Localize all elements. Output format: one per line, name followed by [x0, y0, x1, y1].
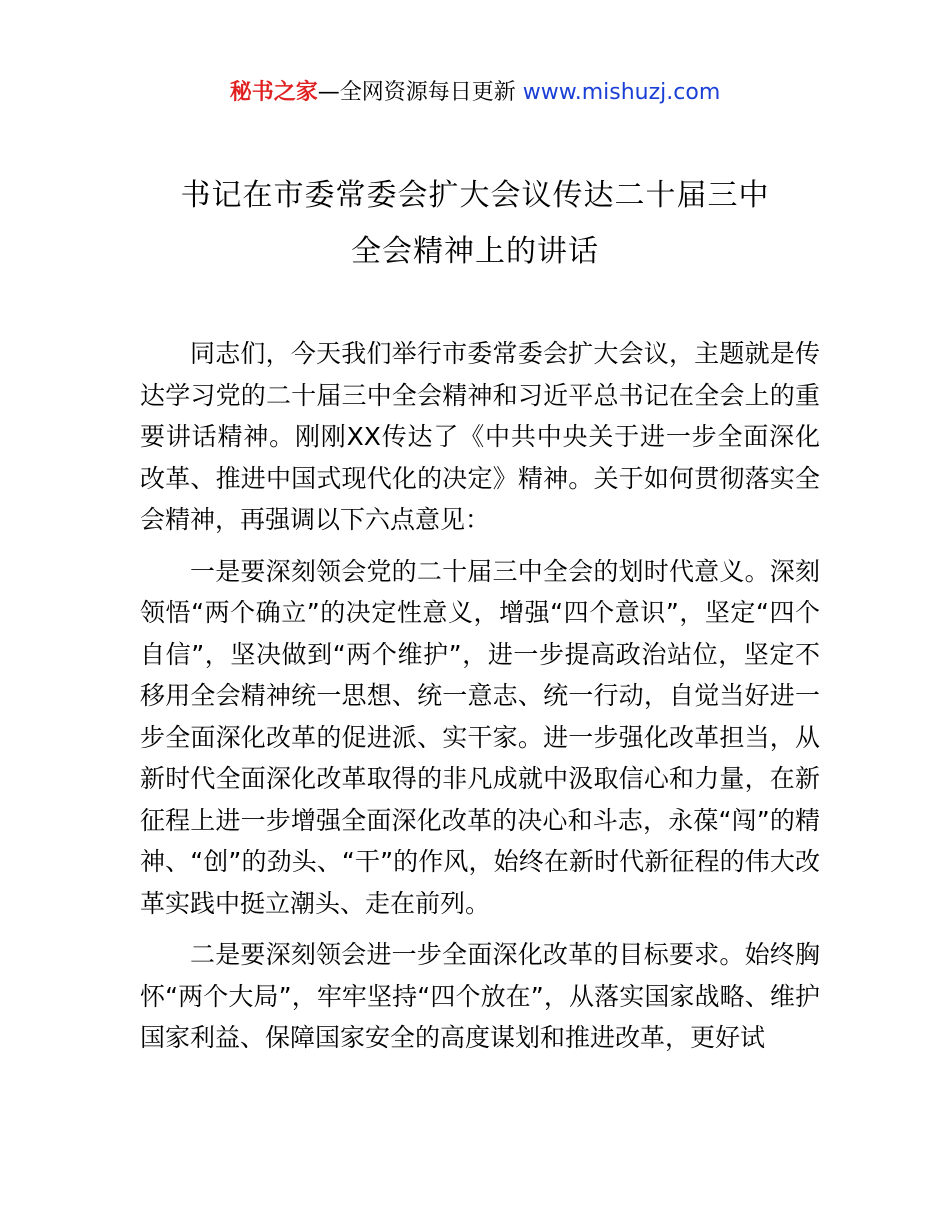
paragraph-point-1: 一是要深刻领会党的二十届三中全会的划时代意义。深刻领悟“两个确立”的决定性意义，增强“四个意识”，坚定“四个自信”，坚决做到“两个维护”，进一步提高政治站位，坚定不移用全会精神统一思想、统一意志、统一行动，自觉当好进一步全面深化改革的促进派、实干家。进一步强化改革担当，从新时代全面深化改革取得的非凡成就中汲取信心和力量，在新征程上进一步增强全面深化改革的决心和斗志，永葆“闯”的精神、“创”的劲头、“干”的作风，始终在新时代新征程的伟大改革实践中挺立潮头、走在前列。 — [140, 556, 820, 918]
site-header — [0, 78, 950, 108]
site-tagline: —全网资源每日更新 — [317, 80, 523, 105]
site-url-link[interactable]: www.mishuzj.com — [522, 80, 721, 105]
document-body — [140, 333, 820, 1069]
paragraph-intro: 同志们，今天我们举行市委常委会扩大会议，主题就是传达学习党的二十届三中全会精神和习近平总书记在全会上的重要讲话精神。刚刚XX传达了《中共中央关于进一步全面深化改革、推进中国式现代化的决定》精神。关于如何贯彻落实全会精神，再强调以下六点意见： — [140, 339, 820, 534]
title-line-1: 书记在市委常委会扩大会议传达二十届三中 — [180, 178, 770, 213]
document-title — [0, 168, 950, 280]
paragraph-point-2: 二是要深刻领会进一步全面深化改革的目标要求。始终胸怀“两个大局”，牢牢坚持“四个放在”，从落实国家战略、维护国家利益、保障国家安全的高度谋划和推进改革，更好试 — [140, 940, 820, 1052]
title-line-2: 全会精神上的讲话 — [351, 234, 599, 269]
site-brand: 秘书之家 — [229, 80, 318, 105]
